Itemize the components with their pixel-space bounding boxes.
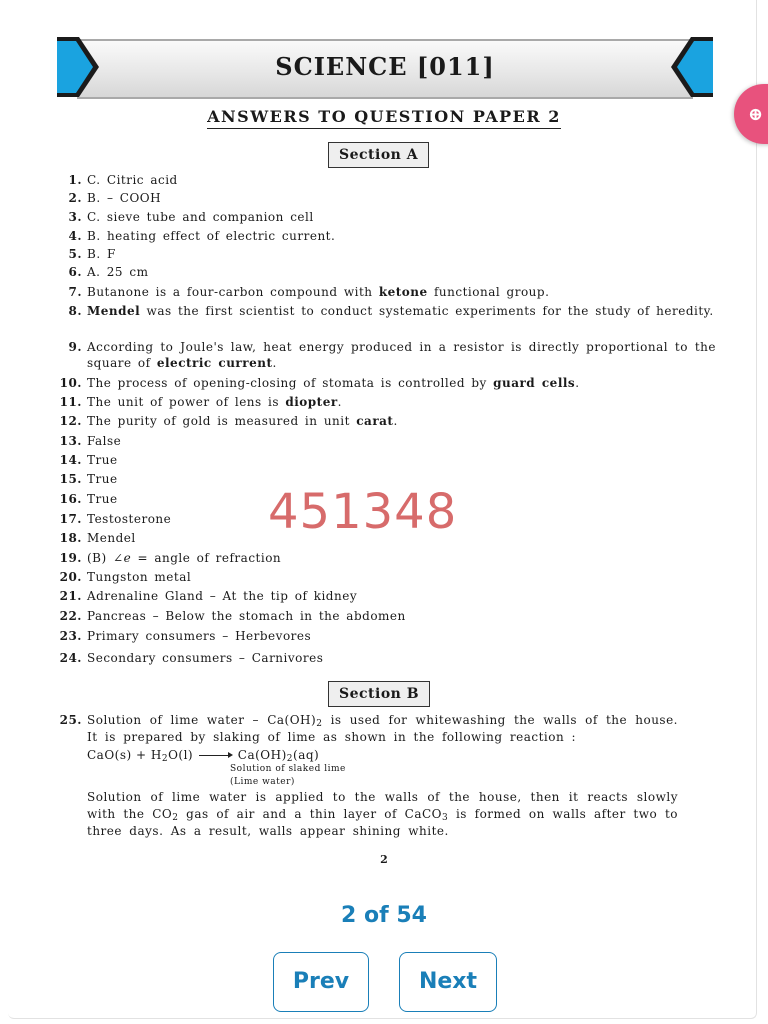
answer-item (56, 264, 716, 280)
answer-number: 12. (59, 414, 82, 428)
answer-number: 13. (59, 434, 82, 448)
subtitle (0, 107, 768, 126)
answer-item (56, 172, 716, 188)
answer-text: Testosterone (87, 512, 172, 526)
answer-number: 24. (59, 651, 82, 665)
answer-number: 1. (68, 173, 82, 187)
answer-text: C. Citric acid (87, 173, 178, 187)
answer-item (56, 284, 716, 300)
answer-number: 18. (59, 531, 82, 545)
answer-text: B. heating effect of electric current. (87, 229, 336, 243)
answer-number: 17. (59, 512, 82, 526)
plus-circle-icon: ⊕ (748, 104, 764, 125)
answer-number: 6. (68, 265, 82, 279)
section-a-label: Section A (328, 142, 429, 168)
answer-item (56, 190, 716, 206)
answer-item (56, 588, 716, 604)
question-number: 25. (59, 713, 82, 727)
answer-item (56, 394, 716, 410)
answer-item (56, 413, 716, 429)
answer-item (56, 608, 716, 624)
prev-button[interactable]: Prev (273, 952, 369, 1012)
answer-text: Tungston metal (87, 570, 192, 584)
answer-text: Pancreas – Below the stomach in the abdomen (87, 609, 406, 623)
answer-text: C. sieve tube and companion cell (87, 210, 314, 224)
answer-item (56, 303, 716, 319)
answer-item (56, 246, 716, 262)
answer-text: According to Joule's law, heat energy produced in a resistor is directly proportional to the square of electric current. (87, 340, 716, 370)
watermark: 451348 (268, 484, 458, 540)
equation-products: $Ca(OH)_2(aq)$ (237, 748, 320, 764)
answer-text: False (87, 434, 122, 448)
question-25 (56, 712, 678, 840)
answer-item (56, 550, 716, 566)
answer-text: Secondary consumers – Carnivores (87, 651, 324, 665)
answer-item (56, 228, 716, 244)
answer-number: 22. (59, 609, 82, 623)
answer-text: True (87, 492, 118, 506)
page-title: SCIENCE [011] (275, 52, 495, 81)
answer-item (56, 452, 716, 468)
answer-number: 11. (59, 395, 82, 409)
answer-text: The process of opening-closing of stomata is controlled by guard cells. (87, 376, 580, 390)
answer-number: 4. (68, 229, 82, 243)
answer-number: 2. (68, 191, 82, 205)
answer-text: Mendel (87, 531, 136, 545)
answer-text: Adrenaline Gland – At the tip of kidney (87, 589, 358, 603)
answer-number: 10. (59, 376, 82, 390)
answer-number: 20. (59, 570, 82, 584)
answer-text: (B) ∠e = angle of refraction (87, 551, 282, 565)
answer-number: 9. (68, 340, 82, 354)
answer-item (56, 433, 716, 449)
answer-number: 8. (68, 304, 82, 318)
answer-text: B. – COOH (87, 191, 162, 205)
answer-number: 19. (59, 551, 82, 565)
answer-number: 3. (68, 210, 82, 224)
answer-number: 23. (59, 629, 82, 643)
answer-text: The purity of gold is measured in unit carat. (87, 414, 398, 428)
equation-note: Solution of slaked lime (230, 764, 346, 774)
answer-text: A. 25 cm (87, 265, 149, 279)
answer-item (56, 650, 716, 666)
section-b-label: Section B (328, 681, 430, 707)
answer-text: B. F (87, 247, 116, 261)
answer-number: 16. (59, 492, 82, 506)
answer-item (56, 569, 716, 585)
title-banner (57, 37, 713, 97)
answer-text: Butanone is a four-carbon compound with ketone functional group. (87, 285, 550, 299)
reaction-equation (87, 748, 678, 763)
answer-number: 15. (59, 472, 82, 486)
answer-text: True (87, 472, 118, 486)
question-25-explanation: Solution of lime water is applied to the walls of the house, then it reacts slowly with the $CO_2$ gas of air and a thin layer of CaCO$_3$ is formed on walls after two to three days. As a result, walls appear shining white. (87, 790, 678, 838)
subtitle-text: ANSWERS TO QUESTION PAPER 2 (207, 107, 561, 129)
equation-note: (Lime water) (230, 777, 295, 787)
answer-item (56, 628, 716, 644)
reaction-arrow-icon (199, 755, 231, 756)
answer-item (56, 339, 716, 371)
answer-text: True (87, 453, 118, 467)
equation-reactants: $CaO(s) + H_2O(l)$ (87, 748, 194, 764)
printed-page-number: 2 (380, 853, 388, 866)
next-button[interactable]: Next (399, 952, 497, 1012)
answer-text: Mendel was the first scientist to conduct systematic experiments for the study of heredity. (87, 304, 714, 318)
answer-number: 7. (68, 285, 82, 299)
question-25-intro: Solution of lime water – $Ca(OH)_2$ is used for whitewashing the walls of the house. It is prepared by slaking of lime as shown in the following reaction : (87, 713, 678, 744)
answer-item (56, 209, 716, 225)
answer-item (56, 375, 716, 391)
answer-text: The unit of power of lens is diopter. (87, 395, 342, 409)
answer-number: 14. (59, 453, 82, 467)
answer-number: 5. (68, 247, 82, 261)
answer-text: Primary consumers – Herbevores (87, 629, 312, 643)
page-indicator: 2 of 54 (341, 903, 427, 928)
answer-number: 21. (59, 589, 82, 603)
